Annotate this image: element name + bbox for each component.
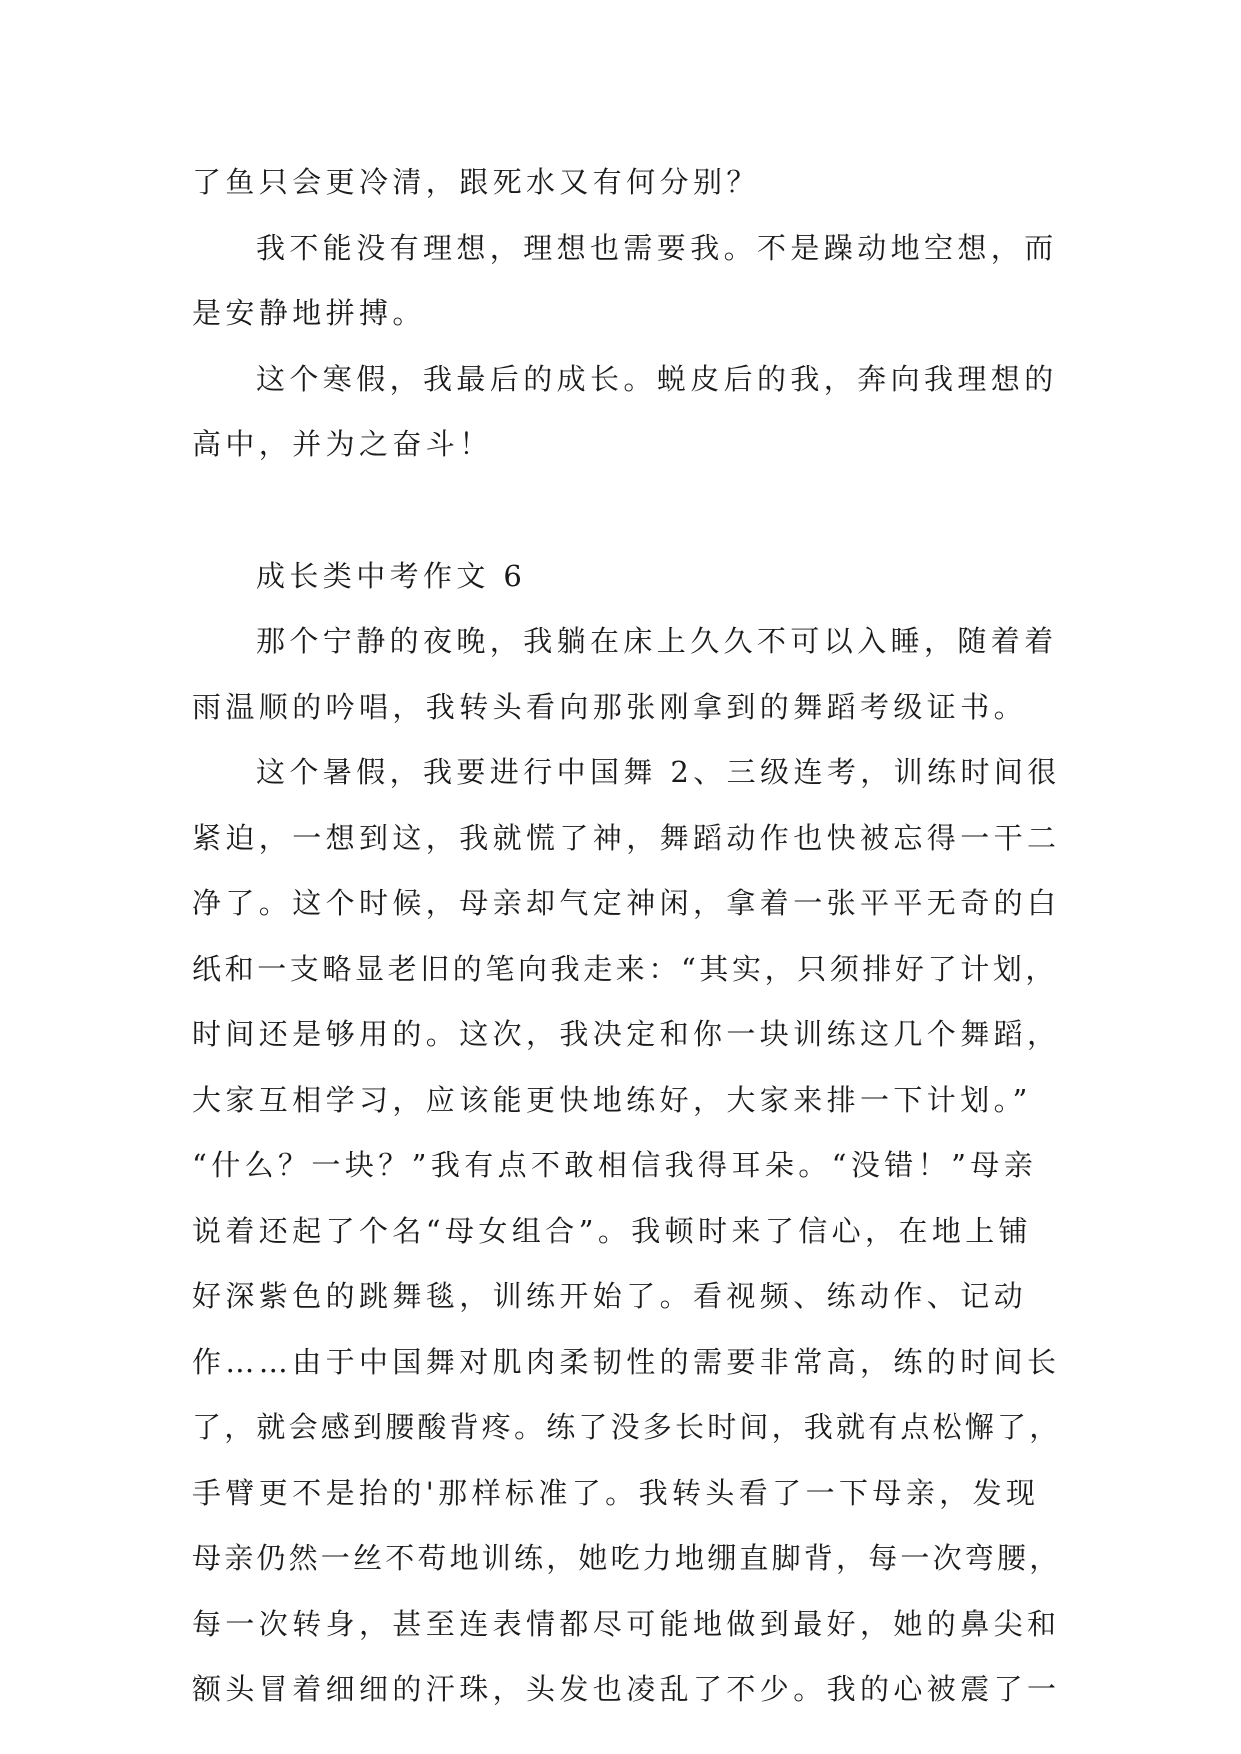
text-line: 我不能没有理想，理想也需要我。不是躁动地空想，而 <box>256 231 1058 265</box>
text-line: 大家互相学习，应该能更快地练好，大家来排一下计划。” <box>192 1083 1032 1117</box>
text-line: 这个暑假，我要进行中国舞 2、三级连考，训练时间很 <box>256 755 1061 789</box>
text-line: 纸和一支略显老旧的笔向我走来：“其实，只须排好了计划， <box>192 952 1059 986</box>
text-line: 净了。这个时候，母亲却气定神闲，拿着一张平平无奇的白 <box>192 886 1061 920</box>
text-line: 高中，并为之奋斗！ <box>192 427 493 461</box>
text-line: 这个寒假，我最后的成长。蜕皮后的我，奔向我理想的 <box>256 362 1058 396</box>
text-line: 时间还是够用的。这次，我决定和你一块训练这几个舞蹈， <box>192 1017 1061 1051</box>
text-line: 了鱼只会更冷清，跟死水又有何分别？ <box>192 165 760 199</box>
text-line: 说着还起了个名“母女组合”。我顿时来了信心，在地上铺 <box>192 1214 1033 1248</box>
text-line: 母亲仍然一丝不苟地训练，她吃力地绷直脚背，每一次弯腰， <box>192 1541 1062 1575</box>
text-line: 每一次转身，甚至连表情都尽可能地做到最好，她的鼻尖和 <box>192 1607 1061 1641</box>
text-line: 雨温顺的吟唱，我转头看向那张刚拿到的舞蹈考级证书。 <box>192 690 1028 724</box>
text-line: 额头冒着细细的汗珠，头发也凌乱了不少。我的心被震了一 <box>192 1672 1061 1706</box>
text-line: 作……由于中国舞对肌肉柔韧性的需要非常高，练的时间长 <box>192 1345 1061 1379</box>
text-line: 好深紫色的跳舞毯，训练开始了。看视频、练动作、记动 <box>192 1279 1028 1313</box>
text-line: 那个宁静的夜晚，我躺在床上久久不可以入睡，随着着 <box>256 624 1058 658</box>
section-heading: 成长类中考作文 6 <box>256 559 527 593</box>
text-line: “什么？一块？”我有点不敢相信我得耳朵。“没错！”母亲 <box>192 1148 1038 1182</box>
text-line: 手臂更不是抬的'那样标准了。我转头看了一下母亲，发现 <box>192 1476 1040 1510</box>
text-line: 是安静地拼搏。 <box>192 296 426 330</box>
text-line: 了，就会感到腰酸背疼。练了没多长时间，我就有点松懈了， <box>192 1410 1062 1444</box>
text-line: 紧迫，一想到这，我就慌了神，舞蹈动作也快被忘得一干二 <box>192 821 1061 855</box>
